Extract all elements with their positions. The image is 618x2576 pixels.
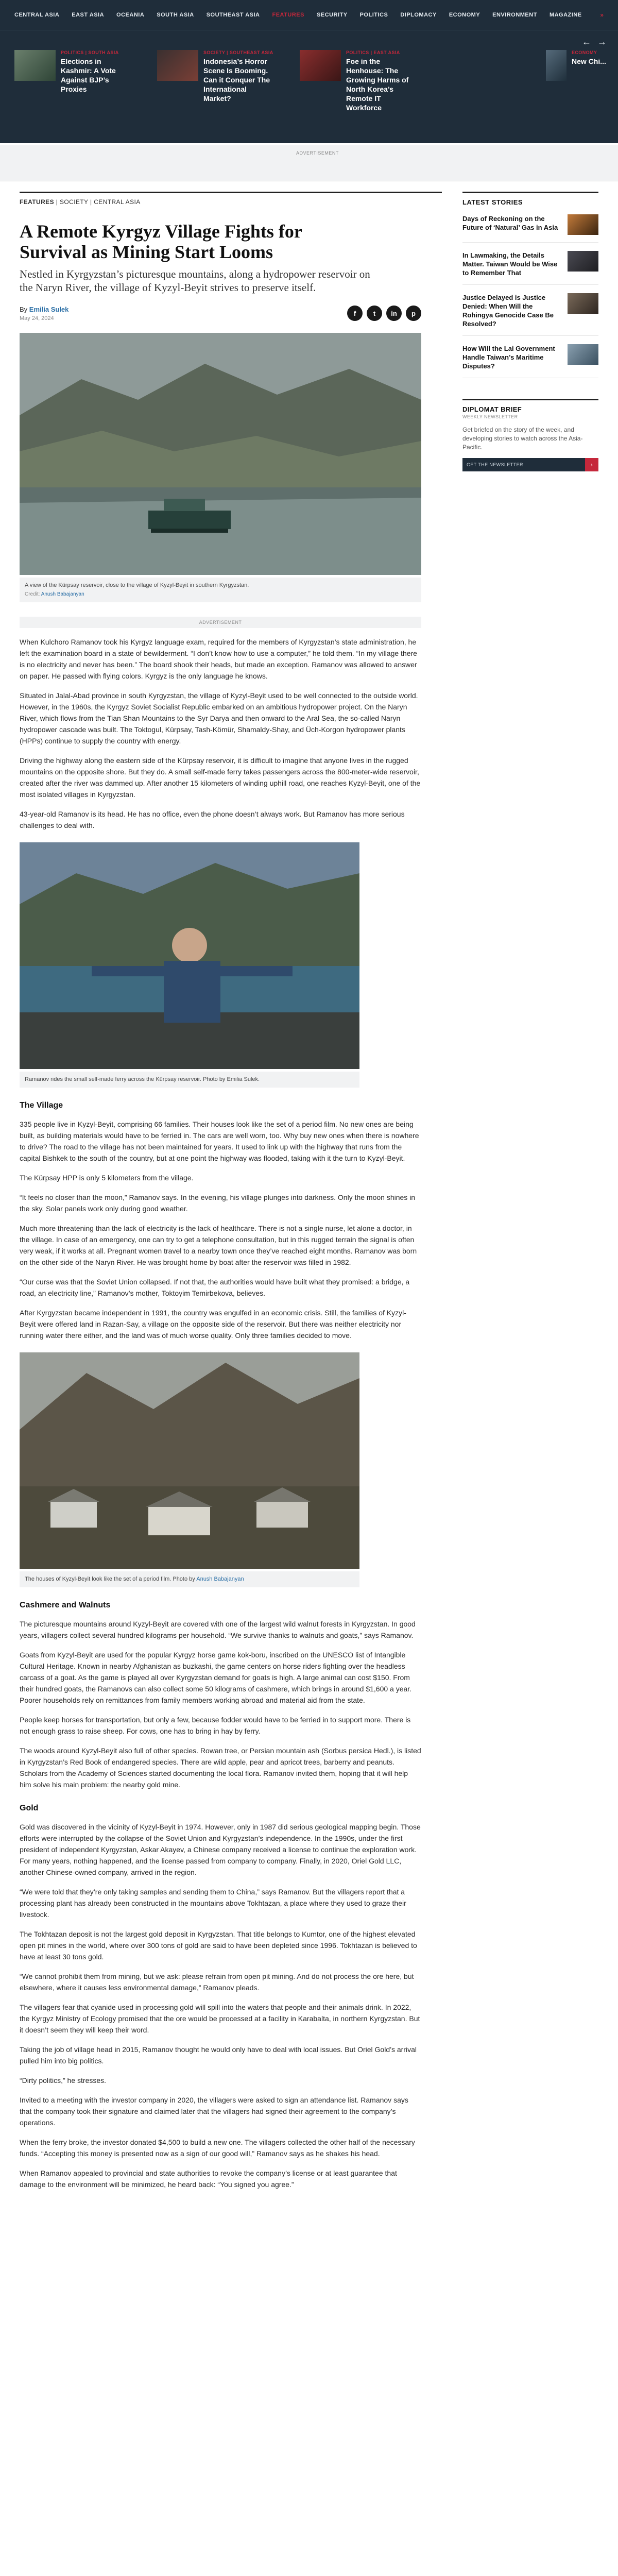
paragraph: Situated in Jalal-Abad province in south Kyrgyzstan, the village of Kyzyl-Beyit used to be well connected to the outside world. However, in the 1960s, the Kyrgyz Soviet Socialist Republic embarked on an ambitious hydropower project. On the Naryn River, which flows from the Tian Shan Mountains to the Syr Darya and then onward to the Aral Sea, the so-called Naryn hydropower cascade was built. The Toktogul, Kürpsay, Tash-Kömür, Shamaldy-Shay, and Üch-Korgon hydropower plants (HPPs) continue to supply the country with energy.: [20, 691, 418, 745]
paragraph: Driving the highway along the eastern side of the Kürpsay reservoir, it is difficult to imagine that anyone lives in the rugged mountains on the opposite shore. But they do. A small self-made ferry takes passengers across the 800-meter-wide reservoir, created after the river was dammed up. After another 15 kilometers of winding uphill road, one reaches Kyzyl-Beyit, one of the most isolated villages in Kyrgyzstan.: [20, 756, 421, 799]
paragraph: 335 people live in Kyzyl-Beyit, comprising 66 families. Their houses look like the set of a period film. No new ones are being built, as building materials would have to be ferried in. The cars are well worn, too. Why buy new ones when there is nowhere to drive? The road to the village has not been maintained for years. It used to link up with the highway that runs from the capital Bishkek to the south of the country, but at one point the highway was flooded, taking with it the turn to Kyzyl-Beyit.: [20, 1120, 419, 1162]
latest-story[interactable]: [462, 214, 598, 243]
photo-caption-text: The houses of Kyzyl-Beyit look like the set of a period film. Photo by: [25, 1576, 195, 1582]
newsletter-subheading: WEEKLY NEWSLETTER: [462, 414, 518, 419]
featured-card[interactable]: [546, 50, 618, 127]
article-title: A Remote Kyrgyz Village Fights for Survival as Mining Start Looms: [20, 221, 302, 262]
featured-card-thumbnail: [157, 50, 198, 81]
paragraph: When Kulchoro Ramanov took his Kyrgyz language exam, required for the members of Kyrgyzstan’s state administration, he left the examination board in a state of bewilderment. “I don’t know how to use a computer,” he told them. “In my village there is no electricity and never has been.” The board shook their heads, but made an exception. Ramanov was allowed to answer on paper. He passed with flying colors. Kyrgyz is the only language he knows.: [20, 638, 417, 680]
print-icon[interactable]: p: [406, 306, 421, 321]
paragraph: When Ramanov appealed to provincial and state authorities to revoke the company’s license or at least guarantee that damage to the environment will be minimized, he heard back: “You signed you agree.”: [20, 2169, 397, 2189]
paragraph: The villagers fear that cyanide used in processing gold will spill into the waters that people and their animals drink. In 2022, the Kyrgyz Ministry of Ecology promised that the ore would be processed at a facility in Karabalta, in northern Kyrgyzstan. But it doesn’t seem they will keep their word.: [20, 2003, 420, 2034]
photo-caption: Ramanov rides the small self-made ferry across the Kürpsay reservoir. Photo by Emilia Sulek.: [20, 1072, 359, 1088]
newsletter-heading: DIPLOMAT BRIEF: [462, 399, 598, 413]
byline: [20, 306, 442, 321]
village-photo: [20, 1352, 359, 1587]
paragraph: “Dirty politics,” he stresses.: [20, 2076, 107, 2084]
paragraph: The Kürpsay HPP is only 5 kilometers from the village.: [20, 1174, 194, 1182]
nav-east-asia[interactable]: EAST ASIA: [72, 12, 105, 18]
article: [20, 192, 442, 2190]
featured-card-title[interactable]: New Chi...: [572, 57, 606, 65]
featured-card-thumbnail: [546, 50, 566, 81]
breadcrumb-section[interactable]: FEATURES: [20, 198, 54, 206]
featured-card[interactable]: [300, 50, 418, 127]
latest-story[interactable]: [462, 293, 598, 336]
sidebar: [462, 192, 598, 471]
nav-southeast-asia[interactable]: SOUTHEAST ASIA: [206, 12, 260, 18]
nav-more-icon[interactable]: »: [600, 11, 604, 19]
photo-credit: [25, 590, 416, 598]
paragraph: “We were told that they’re only taking samples and sending them to China,” says Ramanov. But the villagers report that a processing plant has already been constructed in the mountains above Tokhtazan, a place where they used to graze their livestock.: [20, 1888, 406, 1919]
carousel-prev-icon[interactable]: ←: [582, 37, 591, 47]
nav-diplomacy[interactable]: DIPLOMACY: [400, 12, 437, 18]
nav-environment[interactable]: ENVIRONMENT: [492, 12, 537, 18]
facebook-icon[interactable]: f: [347, 306, 363, 321]
featured-card-title[interactable]: Elections in Kashmir: A Vote Against BJP’s Proxies: [61, 57, 116, 93]
paragraph: The Tokhtazan deposit is not the largest gold deposit in Kyrgyzstan. That title belongs to Kumtor, one of the highest elevated open pit mines in the world, where over 300 tons of gold are said to have been depleted since 1996. Tokhtazan is believed to have at least 30 tons gold.: [20, 1930, 417, 1961]
breadcrumb: FEATURES | SOCIETY | CENTRAL ASIA: [20, 192, 442, 206]
section-heading-gold: Gold: [20, 1804, 39, 1812]
paragraph: 43-year-old Ramanov is its head. He has no office, even the phone doesn’t always work. But Ramanov has more serious challenges to deal with.: [20, 810, 405, 829]
latest-story[interactable]: [462, 251, 598, 285]
nav-security[interactable]: SECURITY: [316, 12, 348, 18]
featured-card-category: POLITICS | SOUTH ASIA: [61, 50, 119, 55]
hero-photo: [20, 333, 421, 602]
breadcrumb-topics[interactable]: SOCIETY | CENTRAL ASIA: [59, 198, 141, 206]
latest-stories-heading: LATEST STORIES: [462, 192, 598, 206]
paragraph: Goats from Kyzyl-Beyit are used for the popular Kyrgyz horse game kok-boru, inscribed on the UNESCO list of Intangible Cultural Heritage. Known in nearby Afghanistan as buzkashi, the game centers on horse riders fighting over the headless carcass of a goat. As the game is played all over Kyrgyzstan demand for goats is high. A large animal can cost $150. From their hundred goats, the Ramanovs can also collect some 50 kilograms of cashmere, which brings in around $1,600 a year. Poorer households rely on remittances from family members working abroad and material aid from the state.: [20, 1651, 412, 1704]
nav-politics[interactable]: POLITICS: [359, 12, 388, 18]
featured-card-thumbnail: [300, 50, 341, 81]
photo-caption: [20, 578, 421, 602]
featured-card[interactable]: [14, 50, 133, 127]
paragraph: Much more threatening than the lack of electricity is the lack of healthcare. There is not a single nurse, let alone a doctor, in the village. In case of an emergency, one can try to get a telephone consultation, but in this rugged terrain the signal is often very weak, if it works at all. Pregnant women travel to a nearby town once they’ve reached eight months. Ramanov was born on the other side of the Naryn River. He was brought home by boat after the reservoir was filled in 1982.: [20, 1224, 417, 1266]
featured-strip: [0, 30, 618, 143]
section-heading-cashmere: Cashmere and Walnuts: [20, 1601, 111, 1609]
nav-south-asia[interactable]: SOUTH ASIA: [157, 12, 194, 18]
publish-date: May 24, 2024: [20, 315, 54, 321]
linkedin-icon[interactable]: in: [386, 306, 402, 321]
village-image: [20, 1352, 359, 1569]
paragraph: Gold was discovered in the vicinity of Kyzyl-Beyit in 1974. However, only in 1987 did serious geological mapping begin. Those efforts were interrupted by the collapse of the Soviet Union and Kyrgyzstan’s independence. In the 1990s, under the first president of independent Kyrgyzstan, Askar Akayev, a Chinese company received a license to continue the exploration work. For many years, nothing happened, and the license passed from company to company. Finally, in 2020, Oriel Gold LLC, another Chinese-owned company, arrived in the region.: [20, 1823, 421, 1876]
featured-card-category: ECONOMY: [572, 50, 597, 55]
featured-card-category: POLITICS | EAST ASIA: [346, 50, 400, 55]
ferry-photo: [20, 842, 359, 1088]
reservoir-image: [20, 333, 421, 575]
latest-story-title[interactable]: Justice Delayed is Justice Denied: When Will the Rohingya Genocide Case Be Resolved?: [462, 294, 554, 328]
latest-story-thumbnail[interactable]: [568, 251, 598, 272]
latest-story[interactable]: [462, 344, 598, 378]
paragraph: “Our curse was that the Soviet Union collapsed. If not that, the authorities would have built what they promised: a bridge, a road, an electricity line,” Ramanov’s mother, Toktoyim Temirbekova, believes.: [20, 1278, 410, 1297]
paragraph: The picturesque mountains around Kyzyl-Beyit are covered with one of the largest wild walnut forests in Kyrgyzstan. In good years, villagers collect several hundred kilograms per household. “We survive thanks to walnuts and goats,” says Ramanov.: [20, 1620, 416, 1639]
paragraph: People keep horses for transportation, but only a few, because fodder would have to be ferried in to support more. There is not enough grass to raise sheep. For cows, one has to bring in hay by ferry.: [20, 1716, 411, 1735]
featured-card-category: SOCIETY | SOUTHEAST ASIA: [203, 50, 273, 55]
inline-ad-banner[interactable]: ADVERTISEMENT: [20, 617, 421, 628]
paragraph: The woods around Kyzyl-Beyit also full of other species. Rowan tree, or Persian mountain ash (Sorbus persica Hedl.), is listed in Kyrgyzstan’s Red Book of endangered species. There are wild apple, pear and apricot trees, barberry and peanuts. Scholars from the Academy of Sciences started documenting the local flora. Ramanov invited them, hoping that it will help him solve his main problem: the nearby gold mine.: [20, 1747, 421, 1789]
featured-card-title[interactable]: Indonesia’s Horror Scene Is Booming. Can it Conquer The International Market?: [203, 57, 270, 103]
top-ad-banner[interactable]: [0, 145, 618, 181]
nav-central-asia[interactable]: CENTRAL ASIA: [14, 12, 60, 18]
paragraph: After Kyrgyzstan became independent in 1991, the country was engulfed in an economic crisis. Still, the families of Kyzyl-Beyit were offered land in Razan-Say, a village on the opposite side of the reservoir. But there was neither electricity nor running water there either, and the land was of much worse quality. Only three families decided to move.: [20, 1309, 406, 1340]
newsletter-signup: [462, 458, 598, 471]
latest-story-title[interactable]: In Lawmaking, the Details Matter. Taiwan Would be Wise to Remember That: [462, 251, 558, 277]
nav-features[interactable]: FEATURES: [272, 12, 304, 18]
nav-oceania[interactable]: OCEANIA: [116, 12, 145, 18]
newsletter-description: Get briefed on the story of the week, and developing stories to watch across the Asia-Pacific.: [462, 426, 583, 451]
latest-story-thumbnail[interactable]: [568, 293, 598, 314]
photo-credit-link[interactable]: Anush Babajanyan: [196, 1576, 244, 1582]
share-buttons: [343, 306, 421, 321]
ferry-image: [20, 842, 359, 1069]
featured-card-thumbnail: [14, 50, 56, 81]
photo-caption-text: A view of the Kürpsay reservoir, close to the village of Kyzyl-Beyit in southern Kyrgyzstan.: [25, 582, 249, 588]
newsletter-arrow-icon[interactable]: ›: [585, 458, 598, 471]
author-link[interactable]: Emilia Sulek: [29, 306, 69, 313]
paragraph: “It feels no closer than the moon,” Ramanov says. In the evening, his village plunges into darkness. Only the moon shines in the sky. Solar panels work only during good weather.: [20, 1193, 416, 1213]
section-heading-village: The Village: [20, 1101, 63, 1110]
featured-card-title[interactable]: Foe in the Henhouse: The Growing Harms of North Korea’s Remote IT Workforce: [346, 57, 409, 112]
paragraph: “We cannot prohibit them from mining, but we ask: please refrain from open pit mining. And do not process the ore here, but elsewhere, where it causes less environmental damage,” Ramanov pleads.: [20, 1972, 414, 1992]
article-dek: Nestled in Kyrgyzstan’s picturesque mountains, along a hydropower reservoir on the Naryn River, the village of Kyzyl-Beyit strives to preserve itself.: [20, 268, 370, 294]
photo-caption: [20, 1571, 359, 1587]
photo-credit-link[interactable]: Anush Babajanyan: [41, 591, 84, 597]
paragraph: When the ferry broke, the investor donated $4,500 to build a new one. The villagers collected the other half of the necessary funds. “Accepting this money is presented now as a sign of our good will,” Ramanov says as he shakes his head.: [20, 2138, 415, 2158]
nav-magazine[interactable]: MAGAZINE: [549, 12, 582, 18]
paragraph: Taking the job of village head in 2015, Ramanov thought he would only have to deal with local issues. But Oriel Gold’s arrival pulled him into big politics.: [20, 2045, 417, 2065]
paragraph: Invited to a meeting with the investor company in 2020, the villagers were asked to sign an attendance list. Ramanov says that the company took their signature and claimed later that the villagers had signed their agreement to the company’s operations.: [20, 2096, 408, 2127]
latest-story-thumbnail[interactable]: [568, 344, 598, 365]
featured-card[interactable]: [157, 50, 276, 127]
twitter-icon[interactable]: t: [367, 306, 382, 321]
latest-story-title[interactable]: How Will the Lai Government Handle Taiwan’s Maritime Disputes?: [462, 345, 555, 370]
byline-by: By: [20, 306, 28, 313]
ad-label: ADVERTISEMENT: [296, 150, 339, 156]
carousel-next-icon[interactable]: →: [597, 37, 607, 47]
latest-story-title[interactable]: Days of Reckoning on the Future of ‘Natural’ Gas in Asia: [462, 215, 558, 231]
top-nav: [0, 0, 618, 30]
photo-credit-label: Credit:: [25, 591, 40, 597]
nav-economy[interactable]: ECONOMY: [449, 12, 480, 18]
newsletter-button[interactable]: GET THE NEWSLETTER: [462, 458, 585, 471]
latest-story-thumbnail[interactable]: [568, 214, 598, 235]
